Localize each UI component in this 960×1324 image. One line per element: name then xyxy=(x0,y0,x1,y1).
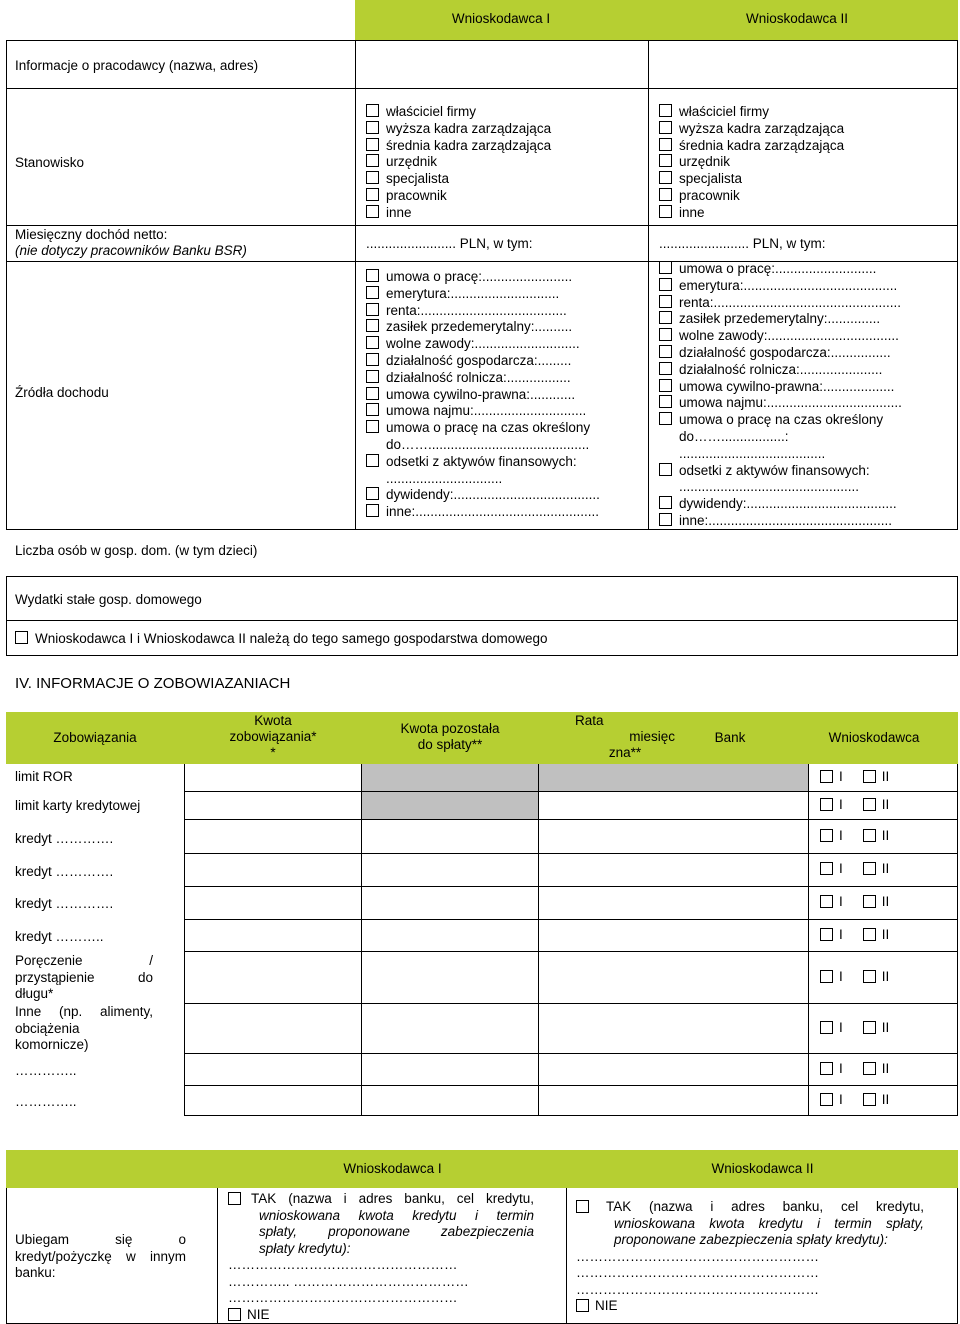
applicant-option[interactable]: I xyxy=(820,969,843,984)
position-options-a1 xyxy=(366,104,551,222)
income-value-a1[interactable]: ........................ PLN, w tym: xyxy=(366,236,533,251)
col-bank: Bank xyxy=(714,730,746,745)
income-source-item[interactable]: renta:.................................................. xyxy=(659,295,902,312)
checkbox[interactable] xyxy=(576,1200,589,1213)
applicant-option[interactable]: II xyxy=(863,1092,890,1107)
obligations-title: IV. INFORMACJE O ZOBOWIAZANIACH xyxy=(15,675,291,692)
no-option[interactable]: NIE xyxy=(228,1307,534,1324)
checkbox[interactable] xyxy=(659,205,672,218)
checkbox[interactable] xyxy=(659,311,672,324)
income-source-item[interactable]: emerytura:............................. xyxy=(366,286,600,303)
applicant-option[interactable]: I xyxy=(820,769,843,784)
applicant-option[interactable]: I xyxy=(820,1061,843,1076)
position-option[interactable]: wyższa kadra zarządzająca xyxy=(366,121,551,138)
no-option[interactable]: NIE xyxy=(576,1298,924,1315)
checkbox[interactable] xyxy=(366,336,379,349)
checkbox[interactable] xyxy=(820,770,833,783)
checkbox[interactable] xyxy=(863,1093,876,1106)
applicant-select xyxy=(820,894,889,909)
obligation-row-label: limit ROR xyxy=(15,769,73,784)
checkbox[interactable] xyxy=(820,928,833,941)
applicant-option[interactable]: I xyxy=(820,797,843,812)
checkbox[interactable] xyxy=(659,345,672,358)
checkbox[interactable] xyxy=(659,261,672,274)
checkbox[interactable] xyxy=(366,154,379,167)
checkbox[interactable] xyxy=(659,295,672,308)
checkbox[interactable] xyxy=(366,269,379,282)
checkbox[interactable] xyxy=(659,188,672,201)
checkbox[interactable] xyxy=(366,353,379,366)
checkbox[interactable] xyxy=(659,121,672,134)
checkbox[interactable] xyxy=(366,370,379,383)
checkbox[interactable] xyxy=(366,121,379,134)
checkbox[interactable] xyxy=(863,829,876,842)
obligation-row-label: ………….. xyxy=(15,1094,77,1109)
employer-info-label: Informacje o pracodawcy (nazwa, adres) xyxy=(15,58,259,73)
applicant-option[interactable]: II xyxy=(863,797,890,812)
income-note: (nie dotyczy pracowników Banku BSR) xyxy=(15,243,247,258)
other-bank-question: Ubiegam się o kredyt/pożyczkę w innym banku: xyxy=(15,1232,186,1280)
col-amount: Kwota zobowiązania* * xyxy=(229,713,317,760)
income-source-item: do……........................................... xyxy=(386,436,590,452)
position-option[interactable]: właściciel firmy xyxy=(659,104,844,121)
applicant-option[interactable]: II xyxy=(863,1061,890,1076)
applicant-select xyxy=(820,861,889,876)
header-applicant1: Wnioskodawca I xyxy=(343,1161,442,1176)
checkbox[interactable] xyxy=(820,1062,833,1075)
header-applicant2: Wnioskodawca II xyxy=(745,11,849,26)
fixed-expenses-label: Wydatki stałe gosp. domowego xyxy=(15,592,202,607)
household-count-label: Liczba osób w gosp. dom. (w tym dzieci) xyxy=(15,543,258,558)
income-source-item[interactable]: umowa najmu:.................................... xyxy=(659,395,902,412)
income-source-item[interactable]: umowa o pracę:........................ xyxy=(366,269,600,286)
obligation-row-label: kredyt …………. xyxy=(15,896,114,911)
checkbox[interactable] xyxy=(366,319,379,332)
col-obligations: Zobowiązania xyxy=(53,730,137,745)
obligation-row-label: kredyt ……….. xyxy=(15,929,104,944)
checkbox[interactable] xyxy=(366,504,379,517)
position-option[interactable]: urzędnik xyxy=(366,154,551,171)
checkbox[interactable] xyxy=(228,1308,241,1321)
checkbox[interactable] xyxy=(659,278,672,291)
checkbox[interactable] xyxy=(863,970,876,983)
position-option[interactable]: pracownik xyxy=(366,188,551,205)
income-source-item[interactable]: umowa cywilno-prawna:................... xyxy=(659,379,902,396)
income-source-item[interactable]: inne:................................................. xyxy=(659,513,902,530)
position-option[interactable]: właściciel firmy xyxy=(366,104,551,121)
checkbox[interactable] xyxy=(863,862,876,875)
checkbox[interactable] xyxy=(366,286,379,299)
position-options-a2 xyxy=(659,104,844,222)
income-source-item[interactable]: wolne zawody:................................... xyxy=(659,328,902,345)
income-source-item[interactable]: wolne zawody:............................ xyxy=(366,336,600,353)
obligation-row-label: ………….. xyxy=(15,1063,77,1078)
yes-option[interactable]: TAK (nazwa i adres banku, cel kredytu, xyxy=(228,1191,534,1208)
checkbox[interactable] xyxy=(659,328,672,341)
applicant-option[interactable]: I xyxy=(820,927,843,942)
checkbox[interactable] xyxy=(820,1021,833,1034)
checkbox[interactable] xyxy=(659,138,672,151)
income-source-item: do…….................: xyxy=(679,428,789,444)
obligation-row-label: Inne (np. alimenty, obciążenia komornicze) xyxy=(15,1004,153,1052)
checkbox[interactable] xyxy=(820,829,833,842)
checkbox[interactable] xyxy=(659,379,672,392)
income-source-item[interactable]: renta:....................................... xyxy=(366,303,600,320)
same-household-option[interactable]: Wnioskodawca I i Wnioskodawca II należą do tego samego gospodarstwa domowego xyxy=(15,631,548,648)
income-value-a2[interactable]: ........................ PLN, w tym: xyxy=(659,236,826,251)
checkbox[interactable] xyxy=(820,862,833,875)
checkbox[interactable] xyxy=(659,513,672,526)
applicant-select xyxy=(820,797,889,812)
checkbox[interactable] xyxy=(659,412,672,425)
applicant-option[interactable]: I xyxy=(820,1020,843,1035)
checkbox[interactable] xyxy=(366,487,379,500)
col-remaining: Kwota pozostała do spłaty** xyxy=(400,721,500,752)
applicant-option[interactable]: II xyxy=(863,828,890,843)
income-source-item: ............................... xyxy=(386,470,503,486)
income-source-item[interactable]: umowa najmu:.............................. xyxy=(366,403,600,420)
income-source-item[interactable]: inne:................................................. xyxy=(366,504,600,521)
checkbox[interactable] xyxy=(15,631,28,644)
checkbox[interactable] xyxy=(659,362,672,375)
checkbox[interactable] xyxy=(659,496,672,509)
checkbox[interactable] xyxy=(366,188,379,201)
checkbox[interactable] xyxy=(366,454,379,467)
applicant-option[interactable]: II xyxy=(863,861,890,876)
checkbox[interactable] xyxy=(659,395,672,408)
checkbox[interactable] xyxy=(576,1299,589,1312)
position-option[interactable]: średnia kadra zarządzająca xyxy=(659,138,844,155)
income-source-item: ....................................... xyxy=(679,445,826,461)
income-source-item[interactable]: dywidendy:........................................ xyxy=(659,496,902,513)
checkbox[interactable] xyxy=(863,928,876,941)
applicant-select xyxy=(820,828,889,843)
income-source-item[interactable]: umowa cywilno-prawna:............ xyxy=(366,387,600,404)
checkbox[interactable] xyxy=(228,1192,241,1205)
income-sources-label: Źródła dochodu xyxy=(15,385,109,400)
applicant-select xyxy=(820,969,889,984)
other-bank-a1: TAK (nazwa i adres banku, cel kredytu, wnioskowana kwota kredytu i termin spłaty, proponowane zabezpieczenia spłaty kredytu): …………………………………………… ………….. ………………………………… …………………………………………… NIE xyxy=(228,1191,534,1322)
applicant-option[interactable]: II xyxy=(863,969,890,984)
applicant-option[interactable]: II xyxy=(863,894,890,909)
checkbox[interactable] xyxy=(366,403,379,416)
col-applicant: Wnioskodawca xyxy=(828,730,920,745)
position-option[interactable]: inne xyxy=(366,205,551,222)
income-source-item[interactable]: odsetki z aktywów finansowych: xyxy=(659,463,902,480)
checkbox[interactable] xyxy=(366,138,379,151)
checkbox[interactable] xyxy=(366,104,379,117)
obligation-row-label: Poręczenie / przystąpienie do długu* xyxy=(15,953,153,1001)
position-option[interactable]: pracownik xyxy=(659,188,844,205)
header-applicant1: Wnioskodawca I xyxy=(451,11,551,26)
other-bank-a2: TAK (nazwa i adres banku, cel kredytu, wnioskowana kwota kredytu i termin spłaty, proponowane zabezpieczenia spłaty kredytu): ……………………………………………… ……………………………………………… ……………………………………………… NIE xyxy=(576,1199,924,1313)
income-source-item[interactable]: zasiłek przedemerytalny:.......... xyxy=(366,319,600,336)
checkbox[interactable] xyxy=(659,463,672,476)
checkbox[interactable] xyxy=(863,770,876,783)
income-source-item[interactable]: zasiłek przedemerytalny:.............. xyxy=(659,311,902,328)
checkbox[interactable] xyxy=(820,1093,833,1106)
position-option[interactable]: wyższa kadra zarządzająca xyxy=(659,121,844,138)
checkbox[interactable] xyxy=(820,895,833,908)
applicant-option[interactable]: II xyxy=(863,769,890,784)
applicant-option[interactable]: I xyxy=(820,894,843,909)
applicant-option[interactable]: I xyxy=(820,828,843,843)
checkbox[interactable] xyxy=(366,420,379,433)
applicant-option[interactable]: II xyxy=(863,927,890,942)
checkbox[interactable] xyxy=(863,895,876,908)
checkbox[interactable] xyxy=(366,171,379,184)
checkbox[interactable] xyxy=(659,104,672,117)
income-source-item: ................................................ xyxy=(679,479,860,495)
income-sources-a2 xyxy=(659,261,902,530)
applicant-select xyxy=(820,769,889,784)
income-source-item[interactable]: umowa o pracę:........................... xyxy=(659,261,902,278)
income-label: Miesięczny dochód netto: xyxy=(15,227,168,242)
checkbox[interactable] xyxy=(863,798,876,811)
yes-option[interactable]: TAK (nazwa i adres banku, cel kredytu, xyxy=(576,1199,924,1216)
checkbox[interactable] xyxy=(863,1021,876,1034)
checkbox[interactable] xyxy=(820,970,833,983)
position-option[interactable]: specjalista xyxy=(659,171,844,188)
position-option[interactable]: specjalista xyxy=(366,171,551,188)
checkbox[interactable] xyxy=(366,387,379,400)
obligation-row-label: kredyt …………. xyxy=(15,864,114,879)
header-applicant2: Wnioskodawca II xyxy=(711,1161,814,1176)
obligation-row-label: kredyt …………. xyxy=(15,831,114,846)
position-option[interactable]: średnia kadra zarządzająca xyxy=(366,138,551,155)
applicant-select xyxy=(820,927,889,942)
applicant-select xyxy=(820,1020,889,1035)
income-source-item[interactable]: odsetki z aktywów finansowych: xyxy=(366,454,600,471)
checkbox[interactable] xyxy=(659,154,672,167)
applicant-option[interactable]: II xyxy=(863,1020,890,1035)
checkbox[interactable] xyxy=(863,1062,876,1075)
income-source-item[interactable]: emerytura:......................................... xyxy=(659,278,902,295)
income-source-item[interactable]: działalność gospodarcza:................ xyxy=(659,345,902,362)
applicant-select xyxy=(820,1061,889,1076)
obligation-row-label: limit karty kredytowej xyxy=(15,798,141,813)
checkbox[interactable] xyxy=(820,798,833,811)
income-source-item[interactable]: działalność gospodarcza:......... xyxy=(366,353,600,370)
applicant-select xyxy=(820,1092,889,1107)
position-option[interactable]: urzędnik xyxy=(659,154,844,171)
applicant-option[interactable]: I xyxy=(820,1092,843,1107)
position-label: Stanowisko xyxy=(15,155,85,170)
income-source-item[interactable]: umowa o pracę na czas określony xyxy=(366,420,600,437)
income-source-item[interactable]: umowa o pracę na czas określony xyxy=(659,412,902,429)
income-source-item[interactable]: działalność rolnicza:................. xyxy=(366,370,600,387)
income-sources-a1 xyxy=(366,269,600,521)
applicant-option[interactable]: I xyxy=(820,861,843,876)
position-option[interactable]: inne xyxy=(659,205,844,222)
checkbox[interactable] xyxy=(659,171,672,184)
income-source-item[interactable]: dywidendy:....................................... xyxy=(366,487,600,504)
col-monthly-rate: Rata miesięc zna** xyxy=(575,713,675,760)
income-source-item[interactable]: działalność rolnicza:...................... xyxy=(659,362,902,379)
checkbox[interactable] xyxy=(366,303,379,316)
checkbox[interactable] xyxy=(366,205,379,218)
